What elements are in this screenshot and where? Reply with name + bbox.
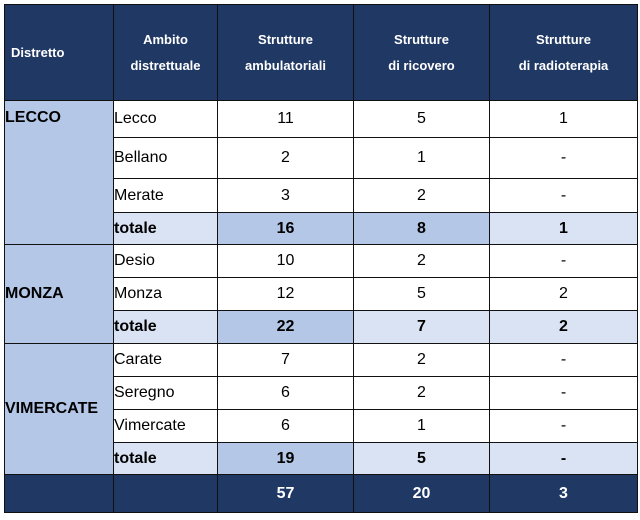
ambito-cell: Desio [114,245,218,278]
ambito-cell: Carate [114,344,218,377]
table-row [5,344,638,377]
radioterapia-cell: - [490,245,638,278]
radioterapia-cell: - [490,377,638,410]
grand-total-ambulatoriali: 57 [218,475,354,513]
district-vimercate: VIMERCATE [5,344,114,475]
header-radioterapia: Strutture di radioterapia [490,5,638,101]
total-ambulatoriali: 16 [218,213,354,245]
total-label: totale [114,311,218,344]
table-row [5,245,638,278]
ricovero-cell: 2 [354,377,490,410]
ambulatoriali-cell: 6 [218,377,354,410]
ricovero-cell: 2 [354,344,490,377]
radioterapia-cell: - [490,344,638,377]
grand-total-row [5,475,638,513]
grand-total-empty-2 [114,475,218,513]
ricovero-cell: 2 [354,245,490,278]
ambito-cell: Bellano [114,138,218,179]
header-ricovero: Strutture di ricovero [354,5,490,101]
radioterapia-cell: 2 [490,278,638,311]
total-ricovero: 8 [354,213,490,245]
total-label: totale [114,443,218,475]
ambulatoriali-cell: 10 [218,245,354,278]
total-radioterapia: 2 [490,311,638,344]
header-ambulatoriali: Strutture ambulatoriali [218,5,354,101]
ambulatoriali-cell: 7 [218,344,354,377]
total-radioterapia: 1 [490,213,638,245]
header-ambito: Ambito distrettuale [114,5,218,101]
total-ricovero: 5 [354,443,490,475]
ambito-cell: Monza [114,278,218,311]
ambito-cell: Merate [114,179,218,213]
ambulatoriali-cell: 11 [218,101,354,138]
ricovero-cell: 5 [354,101,490,138]
radioterapia-cell: - [490,179,638,213]
radioterapia-cell: - [490,410,638,443]
header-row [5,5,638,101]
ricovero-cell: 2 [354,179,490,213]
total-ambulatoriali: 22 [218,311,354,344]
radioterapia-cell: - [490,138,638,179]
structures-table [4,4,638,513]
grand-total-ricovero: 20 [354,475,490,513]
ricovero-cell: 5 [354,278,490,311]
district-monza: MONZA [5,245,114,344]
ricovero-cell: 1 [354,410,490,443]
ambulatoriali-cell: 6 [218,410,354,443]
ambito-cell: Seregno [114,377,218,410]
grand-total-radioterapia: 3 [490,475,638,513]
total-label: totale [114,213,218,245]
total-radioterapia: - [490,443,638,475]
grand-total-empty-1 [5,475,114,513]
radioterapia-cell: 1 [490,101,638,138]
total-ricovero: 7 [354,311,490,344]
header-distretto: Distretto [5,5,114,101]
ambulatoriali-cell: 3 [218,179,354,213]
ambulatoriali-cell: 2 [218,138,354,179]
table-row [5,101,638,138]
ambulatoriali-cell: 12 [218,278,354,311]
total-ambulatoriali: 19 [218,443,354,475]
district-lecco: LECCO [5,101,114,245]
ambito-cell: Lecco [114,101,218,138]
ricovero-cell: 1 [354,138,490,179]
ambito-cell: Vimercate [114,410,218,443]
